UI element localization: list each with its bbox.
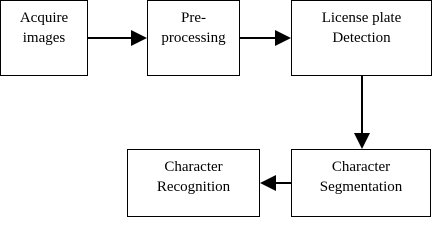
license-plate-detection-label: License plate Detection [321,10,402,46]
character-segmentation-box [291,149,431,217]
character-segmentation-label: Character Segmentation [319,159,403,195]
acquire-images-box [0,0,88,76]
acquire-images-label: Acquire images [19,10,69,46]
preprocessing-label: Pre- processing [161,10,226,46]
preprocessing-box [147,0,240,76]
character-recognition-box [127,149,260,217]
license-plate-detection-box [291,0,432,76]
character-recognition-label: Character Recognition [156,159,231,195]
